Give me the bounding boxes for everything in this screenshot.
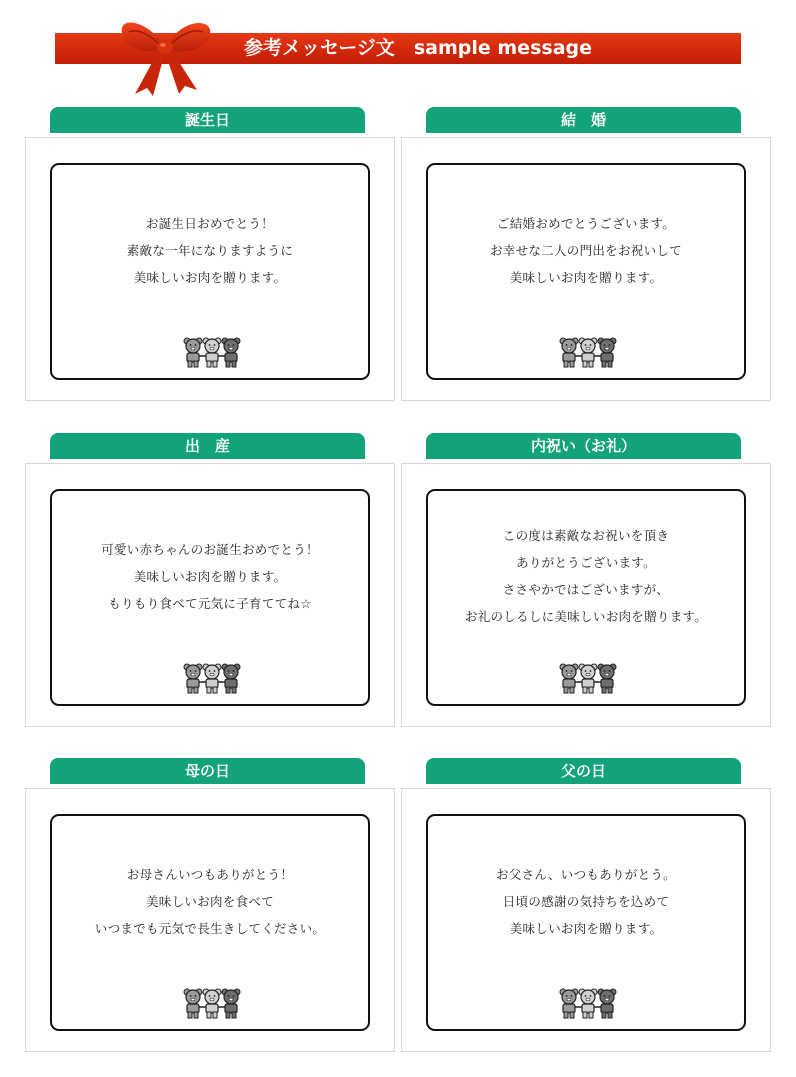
message-text	[428, 165, 744, 335]
message-line: 可愛い赤ちゃんのお誕生おめでとう！	[101, 541, 319, 557]
bears-holding-hands-icon	[183, 987, 241, 1019]
message-text	[52, 165, 368, 335]
message-text	[428, 816, 744, 986]
message-line: 美味しいお肉を贈ります。	[133, 269, 287, 285]
message-line: お礼のしるしに美味しいお肉を贈ります。	[464, 609, 708, 624]
tab-birthday: 誕生日	[50, 107, 365, 133]
card-frame	[401, 137, 771, 401]
message-card	[50, 163, 370, 380]
tab-mothers-day: 母の日	[50, 758, 365, 784]
message-line: お父さん、いつもありがとう。	[496, 866, 676, 882]
message-card	[50, 814, 370, 1031]
message-text	[428, 491, 744, 661]
message-line: もりもり食べて元気に子育ててね☆	[108, 595, 312, 611]
tab-return-gift: 内祝い（お礼）	[426, 433, 741, 459]
message-card	[426, 814, 746, 1031]
message-line: 美味しいお肉を贈ります。	[509, 269, 663, 285]
message-text	[52, 491, 368, 661]
message-line: ありがとうございます。	[516, 555, 656, 570]
message-line: ご結婚おめでとうございます。	[496, 215, 676, 231]
message-line: 素敵な一年になりますように	[126, 242, 294, 258]
bears-holding-hands-icon	[559, 662, 617, 694]
message-line: ささやかではございますが、	[502, 582, 670, 597]
bears-holding-hands-icon	[183, 336, 241, 368]
tab-wedding: 結 婚	[426, 107, 741, 133]
card-frame	[401, 463, 771, 727]
message-line: いつまでも元気で長生きしてください。	[94, 920, 326, 936]
tab-fathers-day: 父の日	[426, 758, 741, 784]
bears-holding-hands-icon	[559, 987, 617, 1019]
message-card	[50, 489, 370, 706]
message-line: この度は素敵なお祝いを頂き	[502, 528, 670, 543]
message-line: 日頃の感謝の気持ちを込めて	[502, 893, 670, 909]
bears-holding-hands-icon	[183, 662, 241, 694]
message-card	[426, 489, 746, 706]
message-card	[426, 163, 746, 380]
header-title: 参考メッセージ文 sample message	[243, 37, 592, 59]
message-line: お母さんいつもありがとう！	[126, 866, 294, 882]
message-line: お幸せな二人の門出をお祝いして	[489, 242, 682, 258]
bears-holding-hands-icon	[559, 336, 617, 368]
card-frame	[25, 463, 395, 727]
card-frame	[25, 137, 395, 401]
message-line: お誕生日おめでとう！	[145, 215, 274, 231]
tab-birth: 出 産	[50, 433, 365, 459]
card-frame	[401, 788, 771, 1052]
card-frame	[25, 788, 395, 1052]
message-line: 美味しいお肉を贈ります。	[133, 568, 287, 584]
red-bow-icon	[105, 10, 225, 96]
message-line: 美味しいお肉を食べて	[145, 893, 274, 909]
message-line: 美味しいお肉を贈ります。	[509, 920, 663, 936]
message-text	[52, 816, 368, 986]
